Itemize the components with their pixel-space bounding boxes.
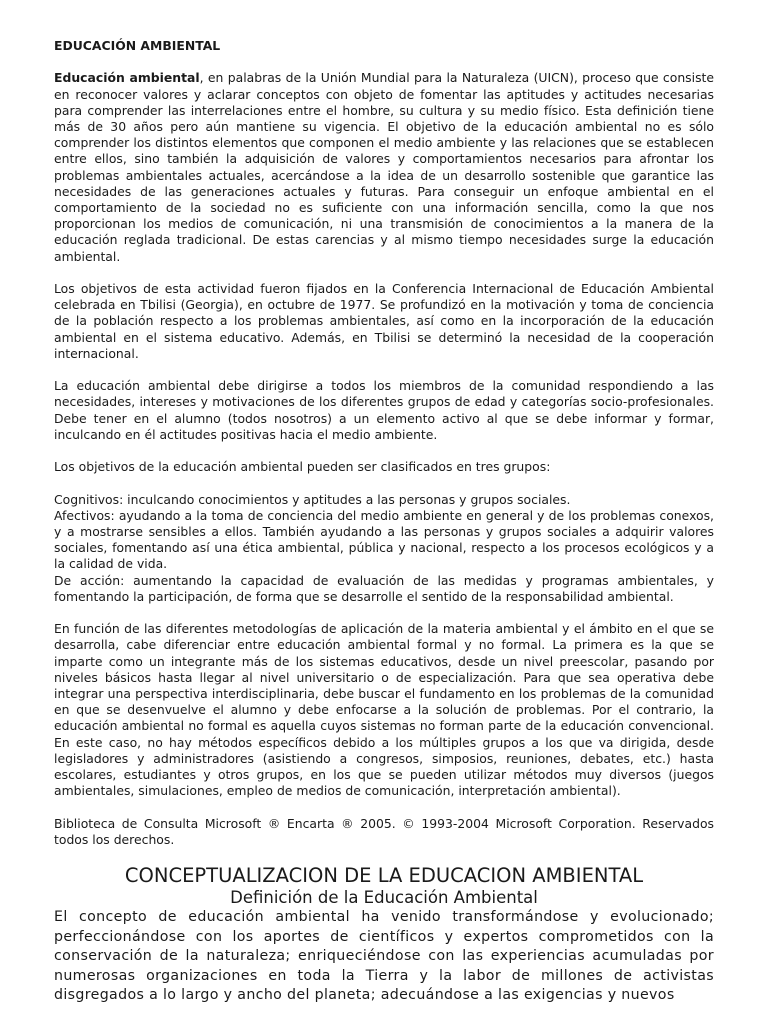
definition-text: , en palabras de la Unión Mundial para la Naturaleza (UICN), proceso que consiste en reconocer valores y aclarar conceptos con objeto de fomentar las aptitudes y actitudes necesarias para comprender las interrelaciones entre el hombre, su cultura y su medio físico. Esta definición tiene más de 30 años pero aún mantiene su vigencia. El objetivo de la educación ambiental no es sólo comprender los distintos elementos que componen el medio ambiente y las relaciones que se establecen entre ellos, sino también la adquisición de valores y comportamientos necesarios para afrontar los problemas ambientales actuales, acercándose a la idea de un desarrollo sostenible que garantice las necesidades de las generaciones actuales y futuras. Para conseguir un enfoque ambiental en el comportamiento de la sociedad no es suficiente con una información sencilla, como la que nos proporcionan los medios de comunicación, ni una transmisión de conocimientos a la manera de la educación reglada tradicional. De estas carencias y al mismo tiempo necesidades surge la educación ambiental. xyxy=(54,70,715,264)
section-body: El concepto de educación ambiental ha venido transformándose y evolucionado; perfeccionándose con los aportes de científicos y expertos comprometidos con la conservación de la naturaleza; enriqueciéndose con las experiencias acumuladas por numerosas organizaciones en toda la Tierra y la labor de millones de activistas disgregados a lo largo y ancho del planeta; adecuándose a las exigencias y nuevos xyxy=(54,909,714,1004)
section-heading: CONCEPTUALIZACION DE LA EDUCACION AMBIENTAL xyxy=(124,864,644,888)
paragraph-definition xyxy=(54,70,714,264)
paragraph-objectives-intro: Los objetivos de la educación ambiental pueden ser clasificados en tres grupos: xyxy=(54,459,551,475)
paragraph-community: La educación ambiental debe dirigirse a todos los miembros de la comunidad respondiendo a las necesidades, intereses y motivaciones de los diferentes grupos de edad y categorías socio-profesionales. Debe tener en el alumno (todos nosotros) a un elemento activo al que se debe informar y formar, inculcando en él actitudes positivas hacia el medio ambiente. xyxy=(54,378,714,442)
objective-action: De acción: aumentando la capacidad de evaluación de las medidas y programas ambientales, y fomentando la participación, de forma que se desarrolle el sentido de la responsabilidad ambiental. xyxy=(54,572,714,604)
paragraph-tbilisi: Los objetivos de esta actividad fueron fijados en la Conferencia Internacional de Educación Ambiental celebrada en Tbilisi (Georgia), en octubre de 1977. Se profundizó en la motivación y toma de conciencia de la población respecto a los problemas ambientales, así como en la incorporación de la educación ambiental en el sistema educativo. Además, en Tbilisi se determinó la necesidad de la cooperación internacional. xyxy=(54,281,714,361)
section-subheading: Definición de la Educación Ambiental xyxy=(230,888,538,908)
definition-term: Educación ambiental xyxy=(54,70,200,86)
source-citation: Biblioteca de Consulta Microsoft ® Encarta ® 2005. © 1993-2004 Microsoft Corporation. Reservados todos los derechos. xyxy=(54,815,714,847)
conceptualization-section xyxy=(54,864,714,1006)
objective-affective: Afectivos: ayudando a la toma de conciencia del medio ambiente en general y de los problemas conexos, y a mostrarse sensibles a ellos. También ayudando a las personas y grupos sociales a adquirir valores sociales, fomentando así una ética ambiental, pública y nacional, respecto a los procesos ecológicos y a la calidad de vida. xyxy=(54,507,714,572)
paragraph-formal-nonformal: En función de las diferentes metodologías de aplicación de la materia ambiental y el ámbito en el que se desarrolla, cabe diferenciar entre educación ambiental formal y no formal. La primera es la que se imparte como un integrante más de los sistemas educativos, desde un nivel preescolar, pasando por niveles básicos hasta llegar al nivel universitario o de especialización. Para que sea operativa debe integrar una perspectiva interdisciplinaria, debe buscar el fundamento en los problemas de la comunidad en que se desenvuelve el alumno y debe enfocarse a la solución de problemas. Por el contrario, la educación ambiental no formal es aquella cuyos sistemas no forman parte de la educación convencional. En este caso, no hay métodos específicos debido a los múltiples grupos a los que va dirigida, desde legisladores y administradores (asistiendo a congresos, simposios, reuniones, debates, etc.) hasta escolares, estudiantes y otros grupos, en los que se pueden utilizar métodos muy diversos (juegos ambientales, simulaciones, empleo de medios de comunicación, interpretación ambiental). xyxy=(54,621,714,799)
objective-cognitive: Cognitivos: inculcando conocimientos y aptitudes a las personas y grupos sociales. xyxy=(54,491,571,507)
document-title: EDUCACIÓN AMBIENTAL xyxy=(54,38,221,53)
encarta-section xyxy=(54,38,714,848)
